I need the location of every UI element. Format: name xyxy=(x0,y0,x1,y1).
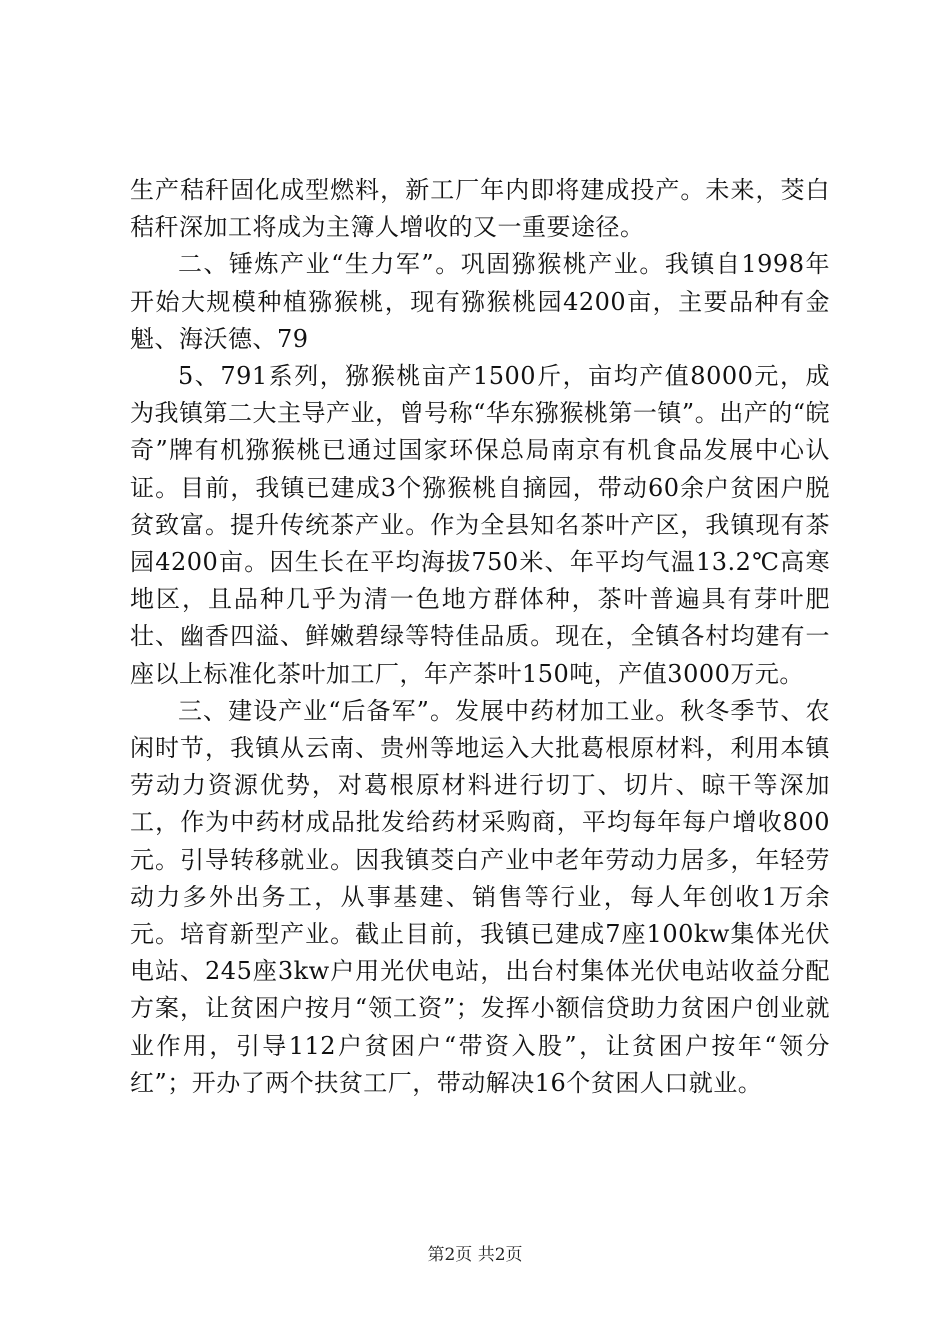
page-footer: 第2页 共2页 xyxy=(427,1245,523,1265)
document-body xyxy=(130,172,830,1102)
paragraph-1: 生产秸秆固化成型燃料，新工厂年内即将建成投产。未来，茭白秸秆深加工将成为主簿人增收的又一重要途径。 xyxy=(130,176,830,242)
paragraph-3: 5、791系列，猕猴桃亩产1500斤，亩均产值8000元，成为我镇第二大主导产业，曾号称“华东猕猴桃第一镇”。出产的“皖奇”牌有机猕猴桃已通过国家环保总局南京有机食品发展中心认证。目前，我镇已建成3个猕猴桃自摘园，带动60余户贫困户脱贫致富。提升传统茶产业。作为全县知名茶叶产区，我镇现有茶园4200亩。因生长在平均海拔750米、年平均气温13.2℃高寒地区，且品种几乎为清一色地方群体种，茶叶普遍具有芽叶肥壮、幽香四溢、鲜嫩碧绿等特佳品质。现在，全镇各村均建有一座以上标准化茶叶加工厂，年产茶叶150吨，产值3000万元。 xyxy=(130,362,830,688)
paragraph-4: 三、建设产业“后备军”。发展中药材加工业。秋冬季节、农闲时节，我镇从云南、贵州等地运入大批葛根原材料，利用本镇劳动力资源优势，对葛根原材料进行切丁、切片、晾干等深加工，作为中药材成品批发给药材采购商，平均每年每户增收800元。引导转移就业。因我镇茭白产业中老年劳动力居多，年轻劳动力多外出务工，从事基建、销售等行业，每人年创收1万余元。培育新型产业。截止目前，我镇已建成7座100kw集体光伏电站、245座3kw户用光伏电站，出台村集体光伏电站收益分配方案，让贫困户按月“领工资”；发挥小额信贷助力贫困户创业就业作用，引导112户贫困户“带资入股”，让贫困户按年“领分红”；开办了两个扶贫工厂，带动解决16个贫困人口就业。 xyxy=(130,696,830,1097)
paragraph-2: 二、锤炼产业“生力军”。巩固猕猴桃产业。我镇自1998年开始大规模种植猕猴桃，现有猕猴桃园4200亩，主要品种有金魁、海沃德、79 xyxy=(130,250,830,353)
